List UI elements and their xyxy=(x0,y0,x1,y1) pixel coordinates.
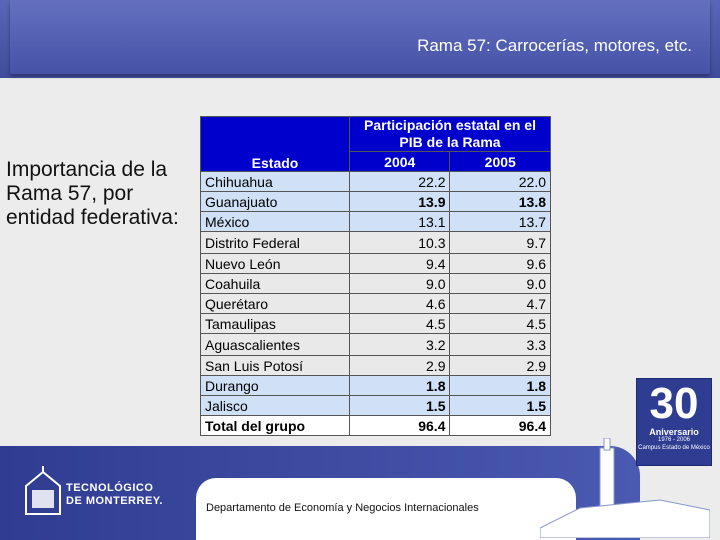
total-2004-cell: 96.4 xyxy=(350,416,450,436)
value-2005-cell: 4.5 xyxy=(450,314,551,334)
value-2005-cell: 22.0 xyxy=(450,172,551,192)
logo-line1: TECNOLÓGICO xyxy=(66,482,154,494)
table-row xyxy=(201,192,551,212)
value-2004-cell: 4.5 xyxy=(350,314,450,334)
state-cell: Querétaro xyxy=(201,294,350,314)
value-2005-cell: 2.9 xyxy=(450,356,551,376)
anniversary-years: 1976 - 2006 xyxy=(657,437,691,443)
value-2005-cell: 9.0 xyxy=(450,274,551,294)
value-2005-cell: 1.8 xyxy=(450,376,551,396)
state-cell: Jalisco xyxy=(201,396,350,416)
table-row xyxy=(201,232,551,254)
col-header-2004: 2004 xyxy=(350,152,450,172)
table-row xyxy=(201,294,551,314)
table-row xyxy=(201,396,551,416)
col-header-state: Estado xyxy=(201,117,350,172)
state-cell: Guanajuato xyxy=(201,192,350,212)
state-cell: Nuevo León xyxy=(201,254,350,274)
table-row xyxy=(201,356,551,376)
tec-crest-icon xyxy=(18,466,68,526)
value-2005-cell: 9.6 xyxy=(450,254,551,274)
table-row xyxy=(201,172,551,192)
value-2005-cell: 13.7 xyxy=(450,212,551,232)
logo-line2: DE MONTERREY. xyxy=(66,495,163,507)
col-header-group: Participación estatal en el PIB de la Rama xyxy=(350,117,551,152)
anniversary-subtitle: Campus Estado de México xyxy=(638,445,710,451)
col-header-2005: 2005 xyxy=(450,152,551,172)
department-label: Departamento de Economía y Negocios Internacionales xyxy=(206,502,479,514)
value-2005-cell: 1.5 xyxy=(450,396,551,416)
anniversary-number: 30 xyxy=(649,379,699,428)
header-band xyxy=(0,0,720,78)
table-row xyxy=(201,314,551,334)
value-2004-cell: 1.8 xyxy=(350,376,450,396)
value-2004-cell: 3.2 xyxy=(350,334,450,356)
table-row xyxy=(201,334,551,356)
value-2004-cell: 13.1 xyxy=(350,212,450,232)
data-table xyxy=(200,116,551,436)
value-2004-cell: 1.5 xyxy=(350,396,450,416)
table-row xyxy=(201,254,551,274)
tec-logo xyxy=(8,452,192,536)
table-row xyxy=(201,274,551,294)
state-cell: México xyxy=(201,212,350,232)
state-cell: Distrito Federal xyxy=(201,232,350,254)
value-2004-cell: 9.0 xyxy=(350,274,450,294)
side-description: Importancia de la Rama 57, por entidad federativa: xyxy=(6,158,179,229)
table-body xyxy=(201,172,551,436)
anniversary-label: Aniversario xyxy=(649,427,699,437)
value-2004-cell: 22.2 xyxy=(350,172,450,192)
state-cell: Tamaulipas xyxy=(201,314,350,334)
total-row xyxy=(201,416,551,436)
value-2005-cell: 4.7 xyxy=(450,294,551,314)
total-2005-cell: 96.4 xyxy=(450,416,551,436)
table-row xyxy=(201,212,551,232)
state-cell: Aguascalientes xyxy=(201,334,350,356)
anniversary-badge xyxy=(636,378,712,466)
value-2005-cell: 3.3 xyxy=(450,334,551,356)
state-cell: Coahuila xyxy=(201,274,350,294)
value-2005-cell: 13.8 xyxy=(450,192,551,212)
value-2004-cell: 4.6 xyxy=(350,294,450,314)
value-2004-cell: 9.4 xyxy=(350,254,450,274)
table-row xyxy=(201,376,551,396)
state-cell: San Luis Potosí xyxy=(201,356,350,376)
total-label-cell: Total del grupo xyxy=(201,416,350,436)
value-2004-cell: 13.9 xyxy=(350,192,450,212)
value-2005-cell: 9.7 xyxy=(450,232,551,254)
value-2004-cell: 10.3 xyxy=(350,232,450,254)
state-cell: Durango xyxy=(201,376,350,396)
footer xyxy=(0,438,720,540)
state-cell: Chihuahua xyxy=(201,172,350,192)
value-2004-cell: 2.9 xyxy=(350,356,450,376)
slide-title: Rama 57: Carrocerías, motores, etc. xyxy=(417,36,692,55)
